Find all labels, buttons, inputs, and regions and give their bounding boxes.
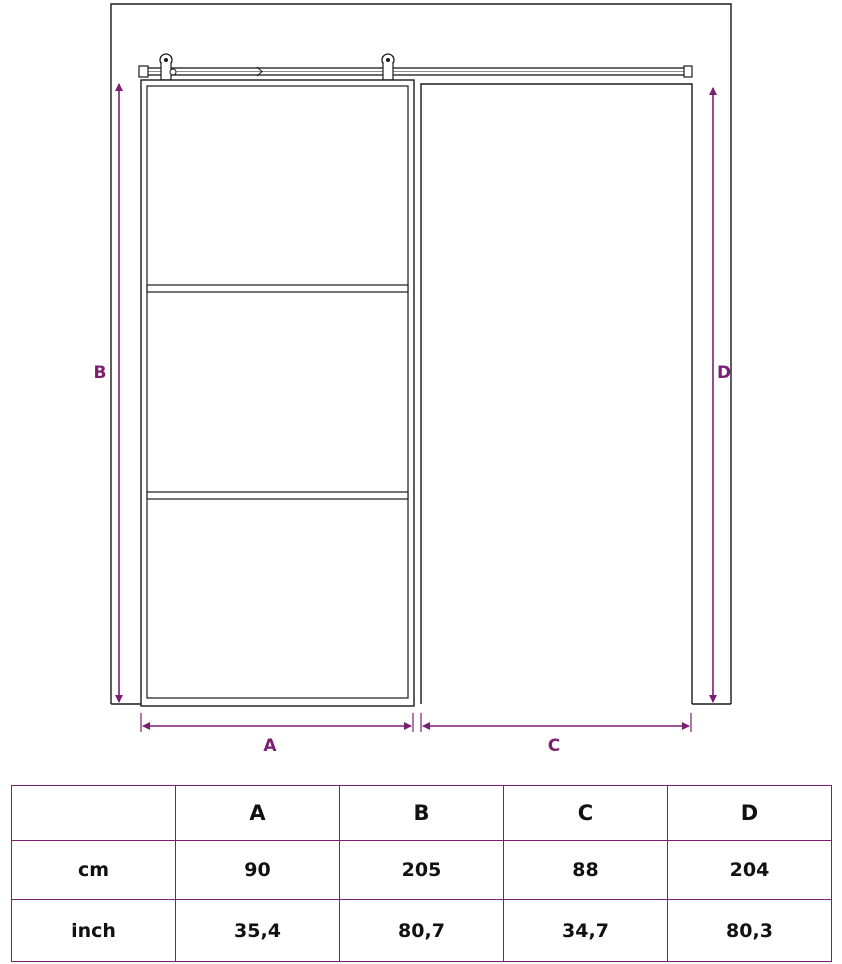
table-cell: 80,3 <box>668 900 832 962</box>
hanger-wheel-right <box>382 54 394 80</box>
table-cell: 88 <box>504 841 668 900</box>
table-header-cell: A <box>176 786 340 841</box>
rail-end-stop-left <box>139 66 148 77</box>
dimension-b <box>94 84 119 702</box>
table-row-unit: cm <box>12 841 176 900</box>
dimension-label-c: C <box>547 736 561 756</box>
dimension-label-a: A <box>263 736 277 756</box>
table-header-cell: C <box>504 786 668 841</box>
table-cell: 35,4 <box>176 900 340 962</box>
table-cell: 34,7 <box>504 900 668 962</box>
sliding-door <box>141 80 414 706</box>
door-crossbar-lower <box>147 492 408 499</box>
table-cell: 90 <box>176 841 340 900</box>
hanger-wheel-left <box>160 54 176 80</box>
table-cell: 204 <box>668 841 832 900</box>
table-row <box>12 900 832 962</box>
dimension-label-d: D <box>716 363 732 383</box>
dimension-c <box>421 713 691 756</box>
dimension-a <box>141 713 413 756</box>
wall-opening <box>421 84 692 704</box>
table-cell: 80,7 <box>340 900 504 962</box>
rail <box>139 66 692 77</box>
table-header-cell: D <box>668 786 832 841</box>
dimensions-table <box>11 785 832 962</box>
table-cell: 205 <box>340 841 504 900</box>
table-row-unit: inch <box>12 900 176 962</box>
table-header-cell: B <box>340 786 504 841</box>
table-header-row <box>12 786 832 841</box>
dimension-d <box>713 88 731 702</box>
rail-end-stop-right <box>684 66 692 77</box>
table-header-cell <box>12 786 176 841</box>
dimension-label-b: B <box>93 363 107 383</box>
door-crossbar-upper <box>147 285 408 292</box>
table-row <box>12 841 832 900</box>
